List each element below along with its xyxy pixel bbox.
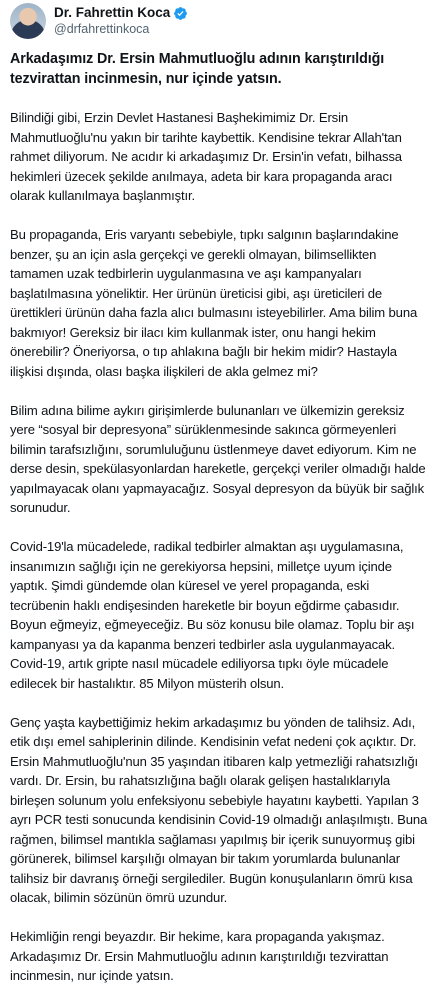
verified-badge-icon xyxy=(173,6,188,21)
paragraph: Bu propaganda, Eris varyantı sebebiyle, tıpkı salgının başlarındakine benzer, şu an için asla gerçekçi ve gerekli olmayan, bilimsellikten tamamen uzak tedbirlerin uygulanmasına ve aşı kampanyaları başlatılmasına yöneliktir. Her ürünün üreticisi gibi, aşı üreticileri de ürettikleri ürünün daha fazla alıcı bulmasını isteyebilirler. Ama bilim buna bakmıyor! Gereksiz bir ilacı kim kullanmak ister, onu hangi hekim önerebilir? Öneriyorsa, o tıp ahlakına bağlı bir hekim midir? Hastayla ilişkisi dışında, olası başka ilişkileri de akla gelmez mi? xyxy=(10,227,418,379)
paragraph: Hekimliğin rengi beyazdır. Bir hekime, kara propaganda yakışmaz. Arkadaşımız Dr. Ersin Mahmutluoğlu adının karıştırıldığı tezvirattan incinmesin, nur içinde yatsın. xyxy=(10,929,389,983)
paragraph: Covid-19'la mücadelede, radikal tedbirler almaktan aşı uygulamasına, insanımızın sağlığı için ne gerekiyorsa hepsini, milletçe uyum içinde yaptık. Şimdi gündemde olan küresel ve yerel propaganda, eski tecrübenin haklı endişesinden hareketle bir boyun eğdirme çabasıdır. Boyun eğmeyiz, eğmeyeceğiz. Bu söz konusu bile olamaz. Toplu bir aşı kampanyası ya da kapanma benzeri tedbirler asla uygulanmayacak. Covid-19, artık gripte nasıl mücadele ediliyorsa tıpkı öyle mücadele edilecek bir hastalıktır. 85 Milyon müsterih olsun. xyxy=(10,539,415,691)
paragraph: Bilim adına bilime aykırı girişimlerde bulunanları ve ülkemizin gereksiz yere “sosyal bir depresyona” sürüklenmesinde sakınca görmeyenleri bilimin tarafsızlığını, sorumluluğunu üstlenmeye davet ediyorum. Kim ne derse desin, spekülasyonlardan hareketle, gerçekçi veriler olmadığı halde yapılmayacak olanı yapmayacağız. Sosyal depresyon da büyük bir sağlık sorunudur. xyxy=(10,402,426,515)
paragraph: Bilindiği gibi, Erzin Devlet Hastanesi Başhekimimiz Dr. Ersin Mahmutluoğlu'nu yakın bir tarihte kaybettik. Kendisine tekrar Allah'tan rahmet diliyorum. Ne acıdır ki arkadaşımız Dr. Ersin'in vefatı, bilhassa hekimleri üzecek şekilde anılmaya, adeta bir kara propaganda aracı olarak kullanılmaya başlanmıştır. xyxy=(10,110,402,203)
tweet-header xyxy=(10,0,429,41)
author-info xyxy=(54,5,188,37)
avatar[interactable] xyxy=(10,3,46,39)
post-title: Arkadaşımız Dr. Ersin Mahmutluoğlu adının karıştırıldığı tezvirattan incinmesin, nur içinde yatsın. xyxy=(10,51,385,87)
name-row xyxy=(54,5,188,21)
paragraph: Genç yaşta kaybettiğimiz hekim arkadaşımız bu yönden de talihsiz. Adı, etik dışı emel sahiplerinin dilinde. Kendisinin vefat nedeni çok açıktır. Dr. Ersin Mahmutluoğlu'nun 35 yaşından itibaren kalp yetmezliği rahatsızlığı vardı. Dr. Ersin, bu rahatsızlığına bağlı olarak gelişen hastalıklarıyla birleşen solunum yolu enfeksiyonu sebebiyle hayatını kaybetti. Yapılan 3 ayrı PCR testi sonucunda kendisinin Covid-19 olmadığı anlaşılmıştı. Buna rağmen, bilimsel mantıkla sağlaması yapılmış bir içerik sunuyormuş gibi görünerek, bilimsel karşılığı olmayan bir takım yorumlarda bulunanlar talihsiz bir davranış örneği sergilediler. Bugün konuşulanların ömrü kısa olacak, bilimin sözünün ömrü uzundur. xyxy=(10,714,428,905)
handle[interactable]: @drfahrettinkoca xyxy=(54,22,150,36)
display-name[interactable]: Dr. Fahrettin Koca xyxy=(54,5,171,20)
